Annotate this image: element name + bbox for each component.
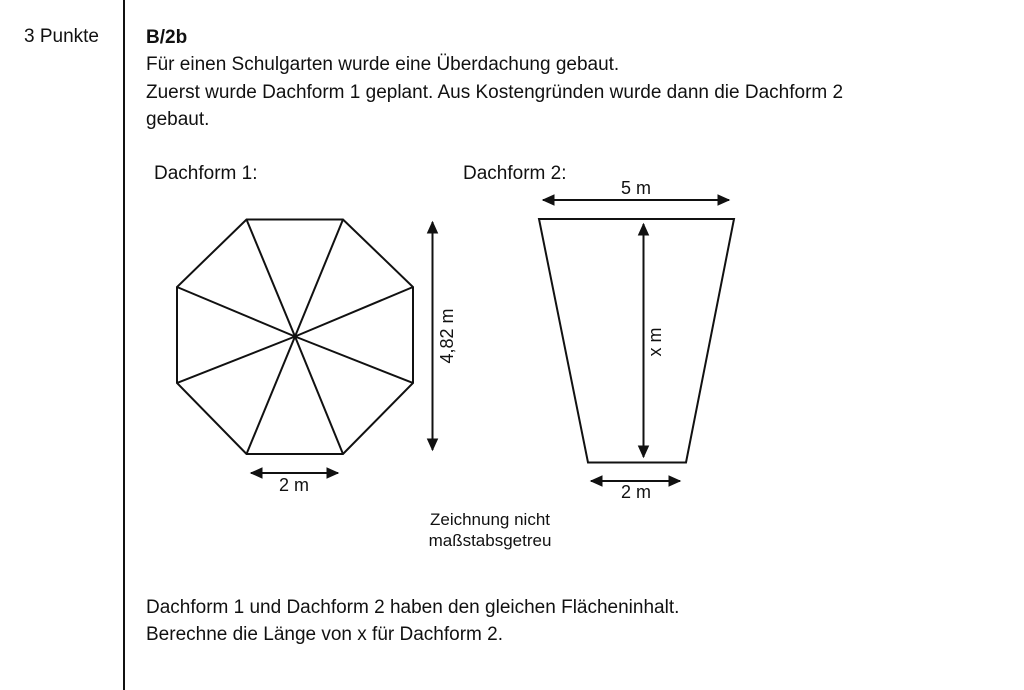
points-label: 3 Punkte — [24, 26, 99, 47]
trapezoid-bottom-dimension — [591, 481, 680, 502]
intro-line-3: gebaut. — [146, 109, 210, 130]
task-line-1: Dachform 1 und Dachform 2 haben den gleichen Flächeninhalt. — [146, 597, 680, 618]
problem-title: B/2b — [146, 27, 188, 48]
octagon-height-label: 4,82 m — [437, 308, 457, 364]
figure-label-dachform2: Dachform 2: — [463, 163, 567, 184]
octagon-spoke-5 — [295, 337, 343, 455]
octagon-width-dimension — [251, 473, 338, 495]
trapezoid-outline — [539, 219, 734, 463]
note-line-1: Zeichnung nicht — [429, 510, 551, 529]
note-line-2: maßstabsgetreu — [428, 531, 552, 550]
intro-line-1: Für einen Schulgarten wurde eine Überdachung gebaut. — [146, 54, 620, 75]
trapezoid-top-label: 5 m — [620, 178, 652, 198]
octagon-spoke-4 — [295, 337, 413, 384]
not-to-scale-note — [400, 509, 580, 551]
trapezoid-height-dimension — [644, 224, 666, 457]
octagon-spoke-7 — [177, 337, 295, 384]
octagon-figure — [177, 220, 413, 455]
trapezoid-top-dimension — [543, 178, 729, 200]
trapezoid-figure — [539, 219, 734, 463]
octagon-width-label: 2 m — [278, 475, 310, 495]
trapezoid-height-label: x m — [645, 327, 665, 357]
intro-line-2: Zuerst wurde Dachform 1 geplant. Aus Kostengründen wurde dann die Dachform 2 — [146, 81, 844, 103]
octagon-spoke-6 — [247, 337, 296, 455]
octagon-height-dimension — [433, 222, 458, 450]
trapezoid-bottom-label: 2 m — [620, 482, 652, 502]
figure-label-dachform1: Dachform 1: — [154, 163, 258, 184]
task-line-2: Berechne die Länge von x für Dachform 2. — [146, 624, 503, 645]
task-paragraph — [146, 594, 679, 648]
